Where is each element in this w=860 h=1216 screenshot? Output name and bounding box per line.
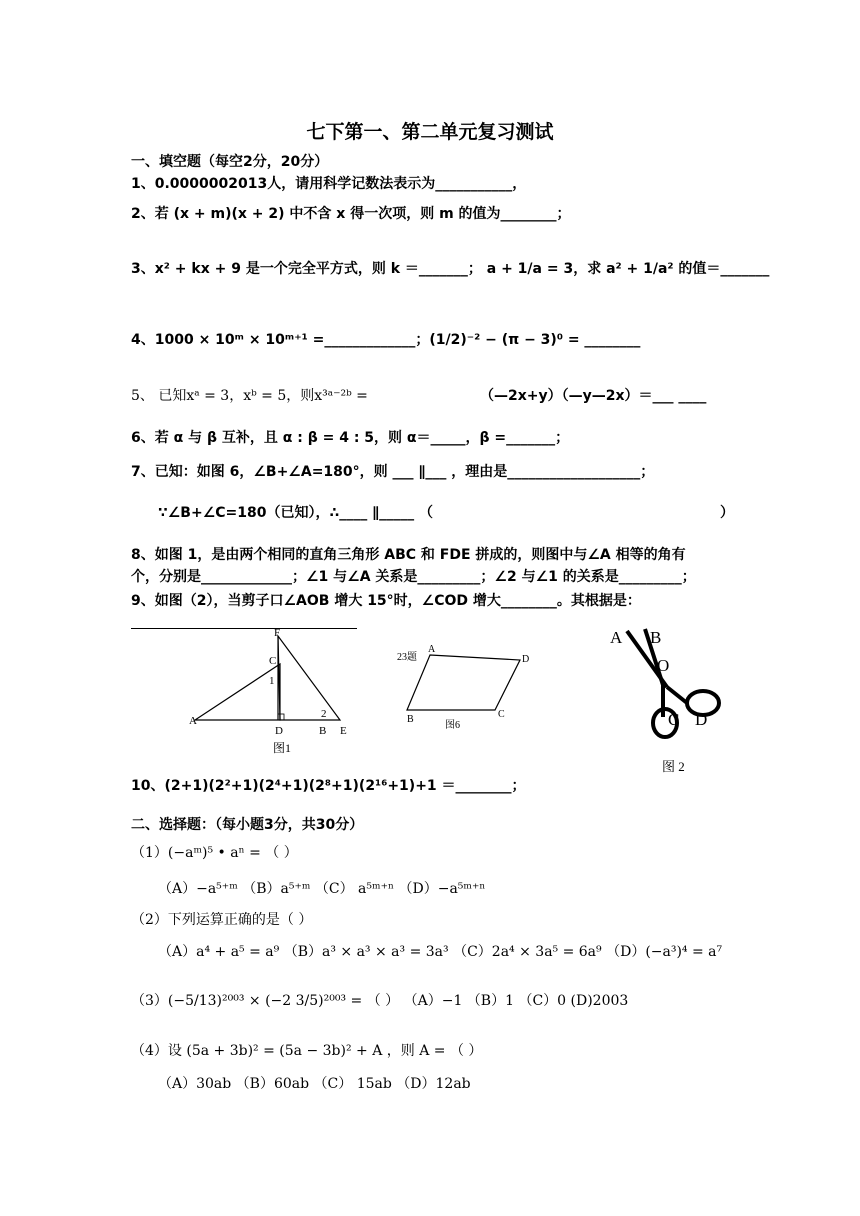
- question-9: 9、如图（2），当剪子口∠AOB 增大 15°时，∠COD 增大________。其根据是：: [131, 593, 641, 609]
- question-7-line-1: 7、已知：如图 6，∠B+∠A=180°，则 ___ ∥___ ，理由是___________________；: [131, 464, 655, 480]
- question-8-line-2: 个，分别是_____________；∠1 与∠A 关系是_________；∠2 与∠1 的关系是_________；: [131, 569, 696, 585]
- fig1-label-1: 1: [269, 675, 275, 687]
- question-2: 2、若 (x + m)(x + 2) 中不含 x 得一次项，则 m 的值为________；: [131, 206, 571, 222]
- figure-6: [395, 640, 545, 735]
- question-3: 3、x² + kx + 9 是一个完全平方式，则 k ＝_______； a + 1/a = 3，求 a² + 1/a² 的值＝_______: [131, 261, 770, 277]
- fig1-label-C: C: [269, 655, 277, 667]
- section2-heading: 二、选择题：（每小题3分，共30分）: [131, 817, 364, 833]
- fig1-label-A: A: [189, 715, 197, 727]
- fig6-tag: 23题: [397, 652, 417, 663]
- fig2-label-A: A: [610, 628, 623, 647]
- fig6-label-C: C: [498, 709, 505, 720]
- choice-question-3: （3）(−5/13)²⁰⁰³ × (−2 3/5)²⁰⁰³ = （ ） （A）−1 （B）1 （C）0 (D)2003: [131, 993, 629, 1009]
- fig1-label-E: E: [340, 725, 347, 737]
- question-5-part-a: 5、 已知xᵃ = 3，xᵇ = 5，则x³ᵃ⁻²ᵇ =: [131, 388, 368, 404]
- page-title: 七下第一、第二单元复习测试: [306, 121, 554, 143]
- figure-1: [185, 628, 355, 760]
- fig6-label-B: B: [407, 714, 414, 725]
- question-6: 6、若 α 与 β 互补，且 α : β = 4 : 5，则 α＝_____，β =_______；: [131, 430, 570, 446]
- section1-heading: 一、填空题（每空2分，20分）: [131, 154, 329, 170]
- fig1-caption: 图1: [273, 741, 292, 755]
- figure-2-scissors: [605, 625, 735, 775]
- choice-question-4: （4）设 (5a + 3b)² = (5a − 3b)² + A ，则 A = （ ）: [131, 1043, 483, 1059]
- choice-question-2-options: （A）a⁴ + a⁵ = a⁹ （B）a³ × a³ × a³ = 3a³ （C）2a⁴ × 3a⁵ = 6a⁹ （D）(−a³)⁴ = a⁷: [158, 944, 723, 960]
- fig1-label-D: D: [275, 725, 283, 737]
- fig1-label-F: F: [274, 628, 281, 639]
- question-7-line-2: ∵∠B+∠C=180（已知），∴____ ∥_____ （: [158, 505, 433, 521]
- question-1: 1、0.0000002013人，请用科学记数法表示为___________，: [131, 176, 527, 192]
- fig2-label-C: C: [668, 710, 680, 729]
- question-8-line-1: 8、如图 1，是由两个相同的直角三角形 ABC 和 FDE 拼成的，则图中与∠A 相等的角有: [131, 547, 686, 563]
- choice-question-1-options: （A）−a⁵⁺ᵐ （B）a⁵⁺ᵐ （C） a⁵ᵐ⁺ⁿ （D）−a⁵ᵐ⁺ⁿ: [158, 881, 486, 897]
- question-4: 4、1000 × 10ᵐ × 10ᵐ⁺¹ =_____________；(1/2)⁻² − (π − 3)⁰ = ________: [131, 332, 641, 348]
- fig2-label-O: O: [657, 656, 670, 675]
- fig6-label-A: A: [428, 644, 436, 655]
- choice-question-1: （1）(−aᵐ)⁵ • aⁿ = （ ）: [131, 845, 298, 861]
- fig6-label-D: D: [522, 654, 530, 665]
- fig2-label-D: D: [695, 710, 708, 729]
- fig2-caption: 图 2: [662, 759, 685, 774]
- choice-question-4-options: （A）30ab （B）60ab （C） 15ab （D）12ab: [158, 1076, 471, 1092]
- question-7-close-paren: ）: [720, 505, 734, 521]
- fig2-label-B: B: [650, 628, 662, 647]
- fig6-caption: 图6: [445, 720, 460, 731]
- question-10: 10、(2+1)(2²+1)(2⁴+1)(2⁸+1)(2¹⁶+1)+1 ＝________；: [131, 778, 526, 794]
- fig1-label-2: 2: [321, 708, 327, 720]
- fig1-label-B: B: [319, 725, 327, 737]
- choice-question-2: （2）下列运算正确的是（ ）: [131, 912, 313, 928]
- question-5-part-b: （—2x+y）（—y—2x）＝___ ____: [480, 388, 707, 404]
